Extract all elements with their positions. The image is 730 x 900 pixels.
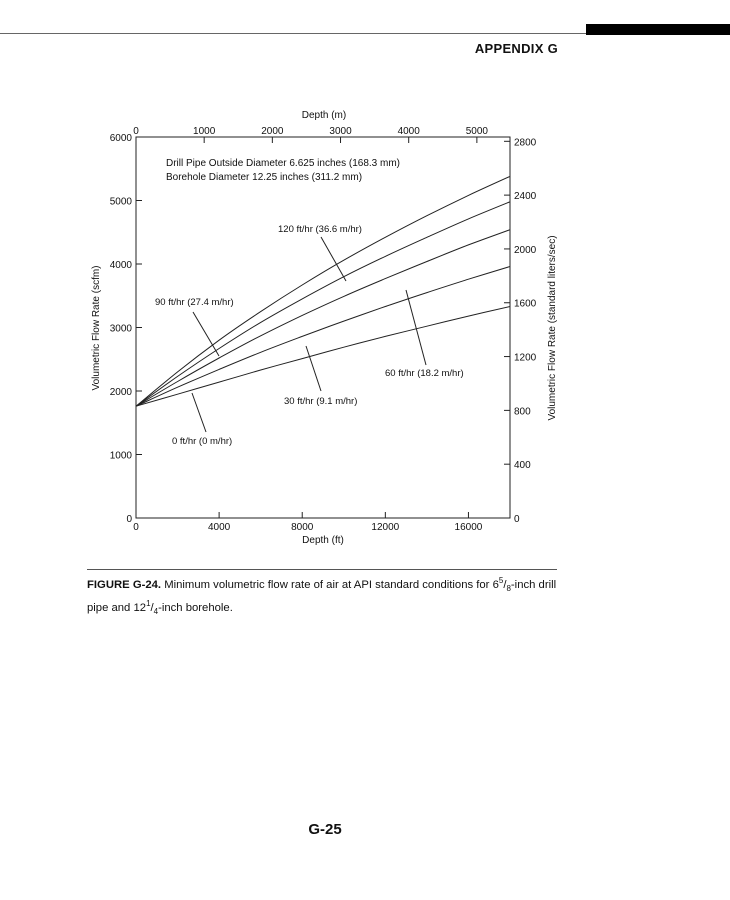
y-right-tick-label-400: 400 [514,460,531,472]
y-right-tick-label-2800: 2800 [514,137,537,149]
x-tick-label-0: 0 [133,522,139,533]
x-top-tick-label-4000: 4000 [397,126,420,137]
series-label-30: 30 ft/hr (9.1 m/hr) [284,396,358,407]
appendix-heading: APPENDIX G [474,41,558,56]
leader-120 [321,237,346,281]
x-top-axis-title: Depth (m) [301,110,347,121]
y-right-tick-label-0: 0 [514,514,520,525]
y-tick-label-1000: 1000 [109,450,132,462]
series-label-90: 90 ft/hr (27.4 m/hr) [155,297,234,308]
x-top-tick-label-2000: 2000 [261,126,284,137]
x-top-tick-label-3000: 3000 [329,126,352,137]
series-label-0: 0 ft/hr (0 m/hr) [172,436,233,447]
caption-rule [87,569,557,570]
pipe-diameter-note: Drill Pipe Outside Diameter 6.625 inches (168.3 mm) [166,158,400,169]
caption-frac2-den: 4 [153,607,159,617]
leader-0 [192,393,206,432]
caption-text-b: -inch drill pipe and 12 [87,578,557,614]
caption-frac1-den: 8 [506,584,511,594]
curve-0-ft-hr [136,307,510,407]
y-right-axis-title: Volumetric Flow Rate (standard liters/sec) [547,235,558,421]
x-tick-label-4000: 4000 [207,522,231,533]
x-axis-title: Depth (ft) [302,535,344,546]
leader-30 [306,346,321,391]
caption-frac1-num: 5 [498,576,504,585]
caption-frac2-num: 1 [146,599,151,609]
axis-ticks [110,126,537,533]
y-tick-label-5000: 5000 [109,196,132,208]
y-right-tick-label-1600: 1600 [514,298,537,310]
series-label-120: 120 ft/hr (36.6 m/hr) [278,224,362,235]
x-tick-label-16000: 16000 [454,522,483,533]
page-number: G-25 [308,821,342,838]
x-top-tick-label-5000: 5000 [465,126,488,137]
y-axis-title: Volumetric Flow Rate (scfm) [91,265,102,391]
caption-text-c: -inch borehole. [158,601,233,614]
series-label-60: 60 ft/hr (18.2 m/hr) [385,368,464,379]
curve-60-ft-hr [136,230,510,407]
x-tick-label-8000: 8000 [291,522,314,533]
y-tick-label-2000: 2000 [109,387,132,398]
y-tick-label-4000: 4000 [109,260,132,271]
x-tick-label-12000: 12000 [371,522,400,533]
y-right-tick-label-2400: 2400 [514,191,537,203]
borehole-diameter-note: Borehole Diameter 12.25 inches (311.2 mm) [166,172,363,183]
y-tick-label-3000: 3000 [109,323,132,335]
figure-caption: FIGURE G-24. Minimum volumetric flow rate of air at API standard conditions for $6^5/_8$-inch drill pipe and $12^1/_4$-inch borehole. [87,576,557,617]
y-right-tick-label-1200: 1200 [514,352,537,364]
x-top-tick-label-1000: 1000 [193,126,216,137]
y-tick-label-0: 0 [126,514,132,525]
y-right-tick-label-2000: 2000 [514,244,537,256]
y-tick-label-6000: 6000 [109,133,132,144]
figure-label: FIGURE G-24. [87,578,162,591]
y-right-tick-label-800: 800 [514,406,531,418]
plot-frame [136,137,510,518]
x-top-tick-label-0: 0 [133,126,139,137]
caption-text-a: Minimum volumetric flow rate of air at API standard conditions for 6 [161,578,499,591]
